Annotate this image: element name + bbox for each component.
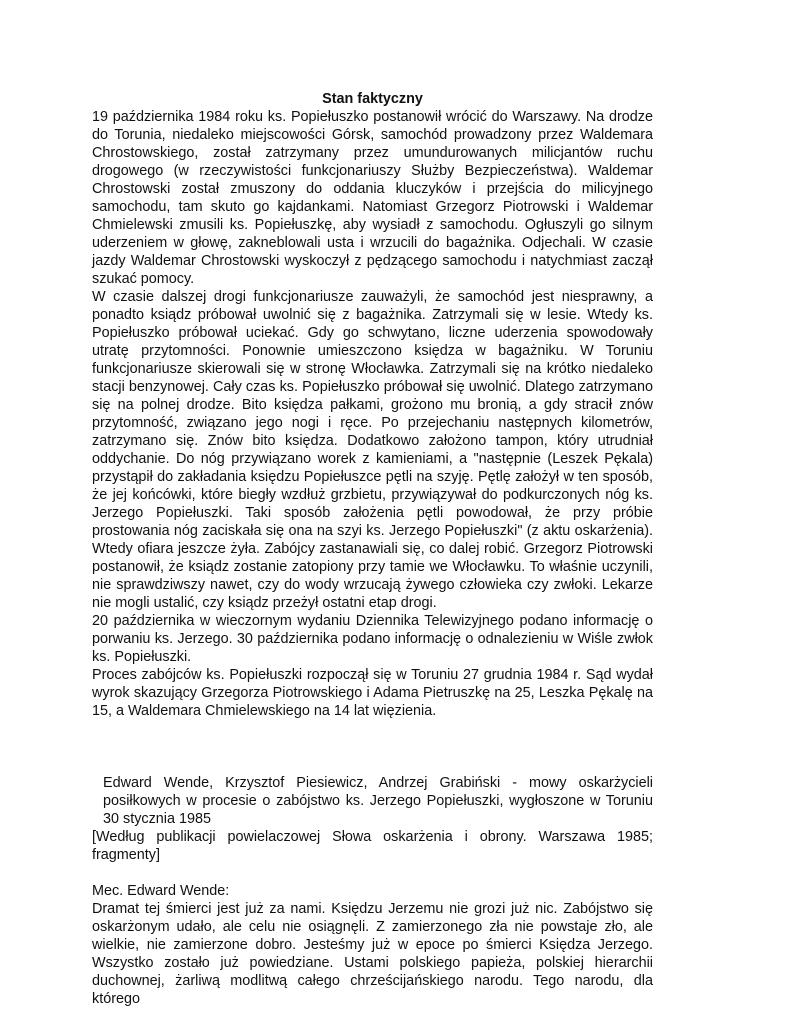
speech-text: Dramat tej śmierci jest już za nami. Księdzu Jerzemu nie grozi już nic. Zabójstwo się oskarżonym udało, ale celu nie osiągnęli. Z zamierzonego zła nie powstaje zło, ale wielkie, nie zamierzone dobro. Jesteśmy już w epoce po śmierci Księdza Jerzego. Wszystko zostało już powiedziane. Ustami polskiego papieża, polskiej hierarchii duchownej, żarliwą modlitwą całego chrześcijańskiego narodu. Tego narodu, dla którego [92,901,653,1007]
paragraph-news: 20 października w wieczornym wydaniu Dziennika Telewizyjnego podano informację o porwaniu ks. Jerzego. 30 października podano informację o odnalezieniu w Wiśle zwłok ks. Popiełuszki. [92,613,653,665]
paragraph-trial: Proces zabójców ks. Popiełuszki rozpoczął się w Toruniu 27 grudnia 1984 r. Sąd wydał wyrok skazujący Grzegorza Piotrowskiego i Adama Pietruszkę na 25, Leszka Pękalę na 15, a Waldemara Chmielewskiego na 14 lat więzienia. [92,667,653,719]
paragraph-murder: W czasie dalszej drogi funkcjonariusze zauważyli, że samochód jest niesprawny, a ponadto ksiądz próbował uwolnić się z bagażnika. Zatrzymali się w lesie. Wtedy ks. Popiełuszko próbował uciekać. Gdy go schwytano, liczne uderzenia spowodowały utratę przytomności. Ponownie umieszczono księdza w bagażniku. W Toruniu funkcjonariusze skierowali się w stronę Włocławka. Zatrzymali się na krótko niedaleko stacji benzynowej. Cały czas ks. Popiełuszko próbował się uwolnić. Dlatego zatrzymano się na polnej drodze. Bito księdza pałkami, grożono mu bronią, a gdy stracił znów przytomność, związano jego nogi i ręce. Po przejechaniu następnych kilometrów, zatrzymano się. Znów bito księdza. Dodatkowo założono tampon, który utrudniał oddychanie. Do nóg przywiązano worek z kamieniami, a "następnie (Leszek Pękala) przystąpił do zakładania księdzu Popiełuszce pętli na szyję. Pętlę założył w ten sposób, że jej końcówki, które biegły wzdłuż grzbietu, przywiązywał do podkurczonych nóg ks. Jerzego Popiełuszki. Taki sposób założenia pętli powodował, że przy próbie prostowania nóg zaciskała się ona na szyi ks. Jerzego Popiełuszki" (z aktu oskarżenia). Wtedy ofiara jeszcze żyła. Zabójcy zastanawiali się, co dalej robić. Grzegorz Piotrowski postanowił, że ksiądz zostanie zatopiony przy tamie we Włocławku. To właśnie uczynili, nie sprawdziwszy nawet, czy do wody wrzucają żywego człowieka czy zwłoki. Lekarze nie mogli ustalić, czy ksiądz przeżył ostatni etap drogi. [92,289,653,611]
speeches-heading: Edward Wende, Krzysztof Piesiewicz, Andrzej Grabiński - mowy oskarżycieli posiłkowych w procesie o zabójstwo ks. Jerzego Popiełuszki, wygłoszone w Toruniu 30 stycznia 1985 [103,775,653,827]
speaker-label: Mec. Edward Wende: [92,883,230,899]
source-note: [Według publikacji powielaczowej Słowa oskarżenia i obrony. Warszawa 1985; fragmenty] [92,829,653,863]
section-spacer [92,720,653,774]
paragraph-abduction: 19 października 1984 roku ks. Popiełuszko postanowił wrócić do Warszawy. Na drodze do Torunia, niedaleko miejscowości Górsk, samochód prowadzony przez Waldemara Chrostowskiego, został zatrzymany przez umundurowanych milicjantów ruchu drogowego (w rzeczywistości funkcjonariuszy Służby Bezpieczeństwa). Waldemar Chrostowski został zmuszony do oddania kluczyków i przejścia do milicyjnego samochodu, tam skuto go kajdankami. Natomiast Grzegorz Piotrowski i Waldemar Chmielewski zmusili ks. Popiełuszkę, aby wysiadł z samochodu. Ogłuszyli go silnym uderzeniem w głowę, zakneblowali usta i wrzucili do bagażnika. Odjechali. W czasie jazdy Waldemar Chrostowski wyskoczył z pędzącego samochodu i natychmiast zaczął szukać pomocy. [92,109,653,287]
document-page [92,90,653,1008]
document-title: Stan faktyczny [322,91,423,107]
speaker-spacer [92,864,653,882]
